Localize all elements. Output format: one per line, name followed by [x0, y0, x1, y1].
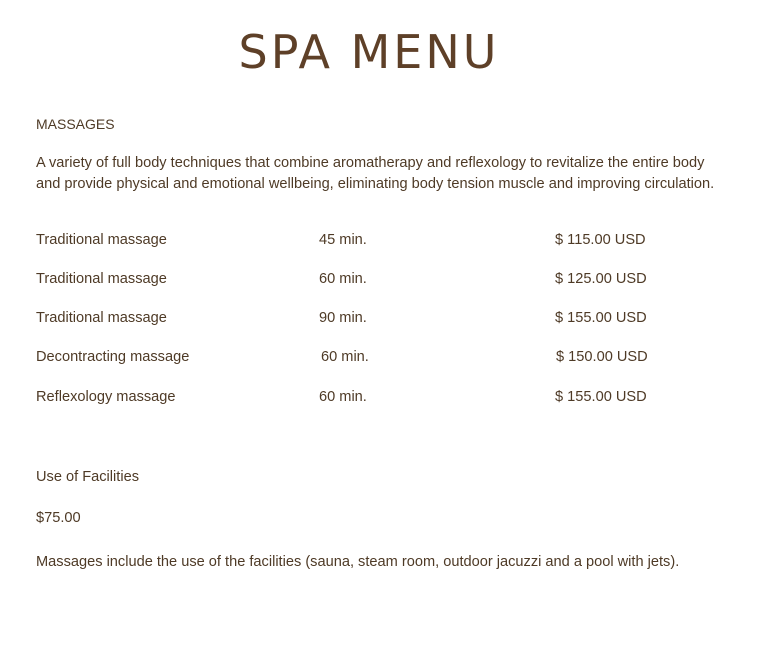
- service-duration: 45 min.: [319, 232, 367, 248]
- facilities-note: Massages include the use of the facilities (sauna, steam room, outdoor jacuzzi and a pool with jets).: [36, 554, 680, 570]
- service-price: $ 115.00 USD: [555, 232, 646, 248]
- facilities-heading: Use of Facilities: [36, 469, 139, 485]
- service-price: $ 155.00 USD: [555, 389, 647, 405]
- service-price: $ 125.00 USD: [555, 271, 647, 287]
- facilities-price: $75.00: [36, 510, 81, 526]
- service-name: Traditional massage: [36, 271, 167, 287]
- service-name: Reflexology massage: [36, 389, 176, 405]
- price-row: [0, 349, 761, 371]
- service-duration: 60 min.: [321, 349, 369, 365]
- service-price: $ 150.00 USD: [556, 349, 648, 365]
- massages-heading: MASSAGES: [36, 116, 115, 132]
- service-price: $ 155.00 USD: [555, 310, 647, 326]
- service-duration: 60 min.: [319, 271, 367, 287]
- price-row: [0, 271, 761, 293]
- price-row: [0, 389, 761, 411]
- massages-description: A variety of full body techniques that combine aromatherapy and reflexology to revitalize the entire body and provide physical and emotional wellbeing, eliminating body tension muscle and improving circulation.: [36, 155, 715, 192]
- service-name: Traditional massage: [36, 232, 167, 248]
- service-duration: 90 min.: [319, 310, 367, 326]
- price-row: [0, 310, 761, 332]
- service-name: Traditional massage: [36, 310, 167, 326]
- price-row: [0, 232, 761, 254]
- page-title: SPA MENU: [238, 25, 500, 79]
- service-duration: 60 min.: [319, 389, 367, 405]
- service-name: Decontracting massage: [36, 349, 190, 365]
